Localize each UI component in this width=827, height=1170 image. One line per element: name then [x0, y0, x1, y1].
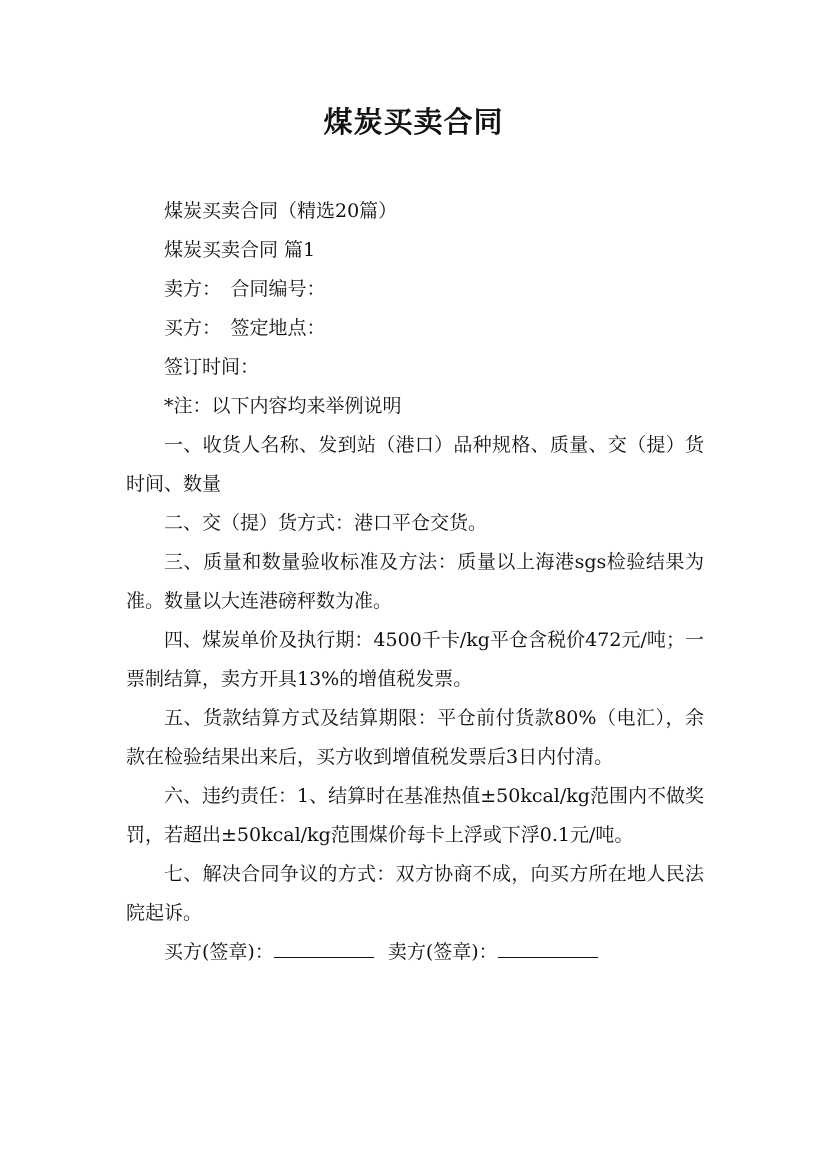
seller-signature-label: 卖方(签章)：: [387, 941, 498, 963]
buyer-signature-label: 买方(签章)：: [164, 941, 274, 963]
clause-6: 六、违约责任：1、结算时在基准热值±50kcal/kg范围内不做奖罚，若超出±50kcal/kg范围煤价每卡上浮或下浮0.1元/吨。: [126, 785, 704, 846]
clause-2: 二、交（提）货方式：港口平仓交货。: [164, 512, 488, 534]
clause-4: 四、煤炭单价及执行期：4500千卡/kg平仓含税价472元/吨；一票制结算，卖方开具13%的增值税发票。: [126, 629, 704, 690]
clause-3: 三、质量和数量验收标准及方法：质量以上海港sgs检验结果为准。数量以大连港磅秤数为准。: [126, 551, 704, 612]
document-title: 煤炭买卖合同: [323, 105, 504, 139]
paragraph-sign-time: 签订时间：: [164, 356, 260, 378]
buyer-signature-blank: [274, 939, 374, 958]
seller-signature-blank: [498, 939, 598, 958]
signature-row: [126, 933, 704, 972]
clause-7: 七、解决合同争议的方式：双方协商不成，向买方所在地人民法院起诉。: [126, 863, 704, 924]
paragraph-note: *注：以下内容均来举例说明: [164, 395, 402, 417]
paragraph-buyer-sign-place: 买方： 签定地点：: [164, 317, 326, 339]
document-body: [126, 192, 704, 972]
clause-1: 一、收货人名称、发到站（港口）品种规格、质量、交（提）货时间、数量: [126, 434, 704, 495]
paragraph-seller-contract-no: 卖方： 合同编号：: [164, 278, 326, 300]
clause-5: 五、货款结算方式及结算期限：平仓前付货款80%（电汇），余款在检验结果出来后，买方收到增值税发票后3日内付清。: [126, 707, 704, 768]
paragraph-subtitle: 煤炭买卖合同（精选20篇）: [164, 200, 398, 222]
paragraph-section-heading: 煤炭买卖合同 篇1: [164, 239, 316, 261]
